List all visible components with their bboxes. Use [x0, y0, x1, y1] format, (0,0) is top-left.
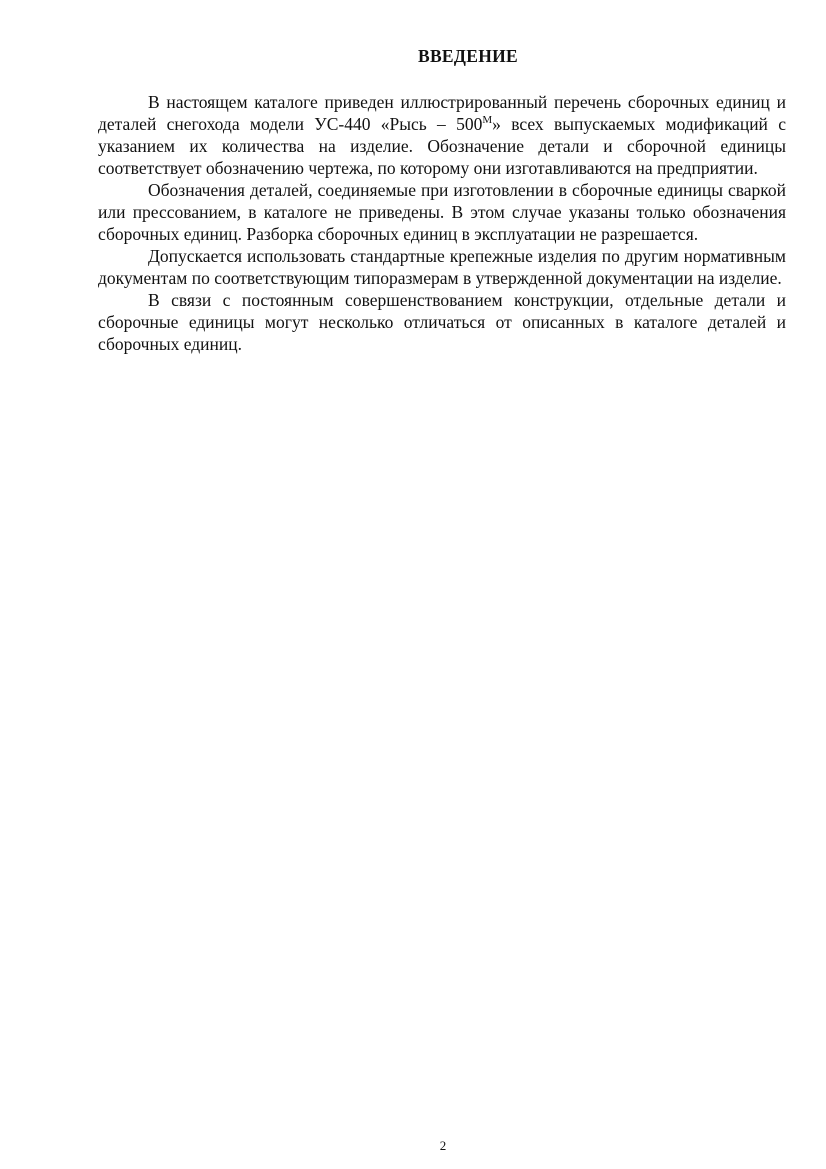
paragraph-design-improvements: В связи с постоянным совершенствованием конструкции, отдельные детали и сборочные единицы могут несколько отличаться от описанных в каталоге деталей и сборочных единиц.	[98, 290, 786, 354]
paragraph-catalog-intro-text: В настоящем каталоге приведен иллюстрированный перечень сборочных единиц и деталей снегохода модели УС-440 «Рысь – 500	[98, 92, 786, 134]
paragraph-catalog-intro-text-continued: » всех выпускаемых модификаций с указанием их количества на изделие. Обозначение детали и сборочной единицы соответствует обозначению чертежа, по которому они изготавливаются на предприятии.	[98, 114, 786, 178]
body-text	[98, 91, 786, 355]
paragraph-standard-fasteners: Допускается использовать стандартные крепежные изделия по другим нормативным документам по соответствующим типоразмерам в утвержденной документации на изделие.	[98, 246, 786, 288]
paragraph-welded-parts: Обозначения деталей, соединяемые при изготовлении в сборочные единицы сваркой или прессованием, в каталоге не приведены. В этом случае указаны только обозначения сборочных единиц. Разборка сборочных единиц в эксплуатации не разрешается.	[98, 180, 786, 244]
page-number: 2	[439, 1138, 447, 1153]
page-title: ВВЕДЕНИЕ	[417, 46, 519, 66]
model-superscript: М	[482, 114, 493, 126]
paragraph-catalog-intro	[98, 91, 786, 179]
